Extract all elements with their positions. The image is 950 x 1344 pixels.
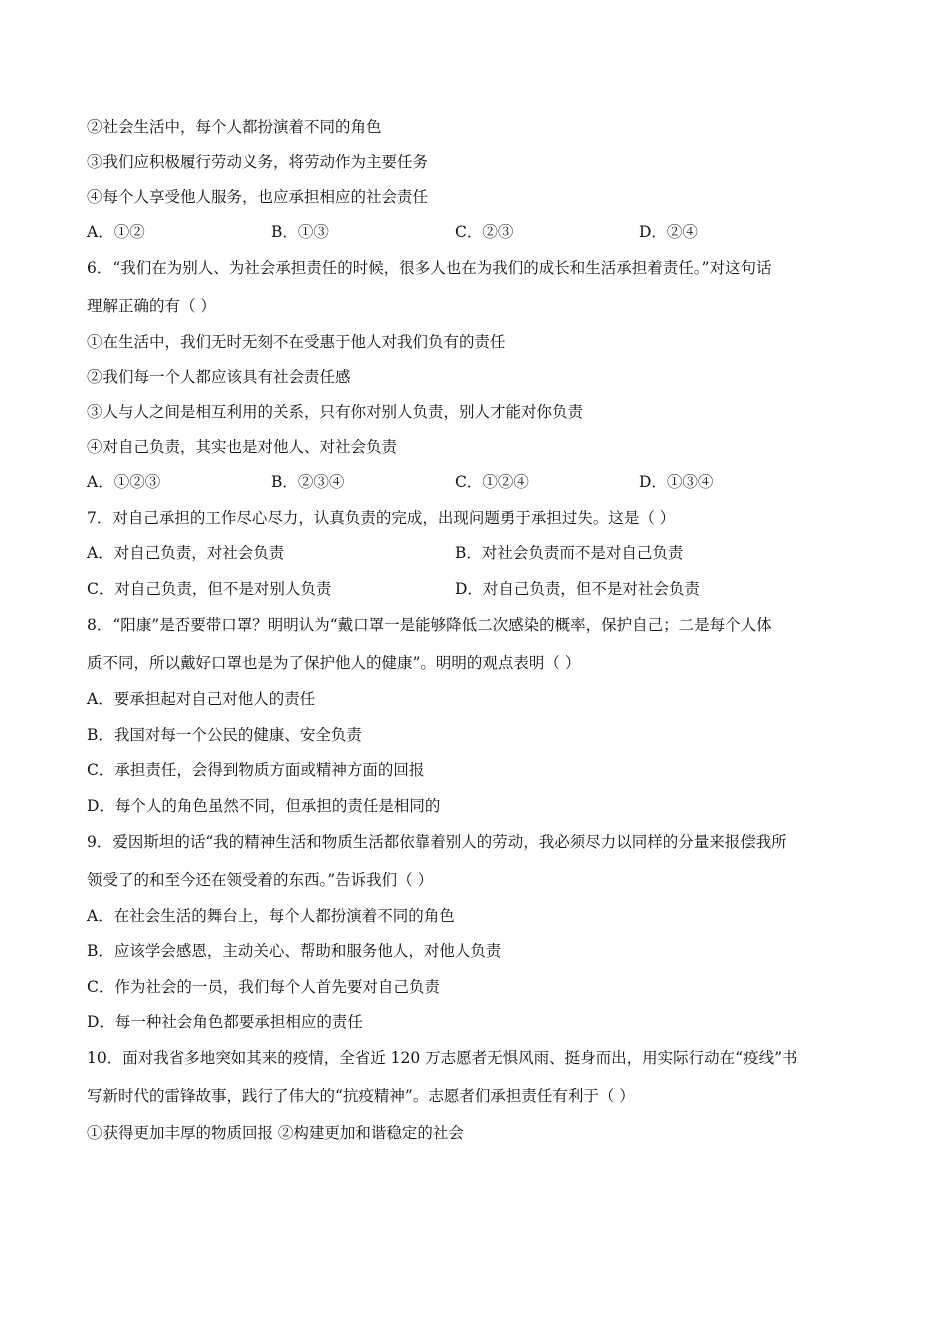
q5-option-a: A．①② (87, 223, 145, 241)
q8-option-d: D．每个人的角色虽然不同，但承担的责任是相同的 (87, 797, 441, 815)
q8-option-a: A．要承担起对自己对他人的责任 (87, 690, 316, 708)
q5-option-d: D．②④ (639, 223, 698, 241)
q5-option-c: C．②③ (455, 223, 514, 241)
q8-stem-line-2: 质不同，所以戴好口罩也是为了保护他人的健康”。明明的观点表明（ ） (87, 654, 581, 672)
q9-option-d: D．每一种社会角色都要承担相应的责任 (87, 1013, 363, 1031)
q6-option-c: C．①②④ (455, 473, 529, 491)
q10-items: ①获得更加丰厚的物质回报 ②构建更加和谐稳定的社会 (87, 1124, 464, 1142)
q6-item-4: ④对自己负责，其实也是对他人、对社会负责 (87, 438, 398, 456)
q10-stem-line-2: 写新时代的雷锋故事，践行了伟大的“抗疫精神”。志愿者们承担责任有利于（ ） (87, 1087, 635, 1105)
q5-option-b: B．①③ (271, 223, 329, 241)
q5-item-2: ②社会生活中，每个人都扮演着不同的角色 (87, 118, 382, 136)
q7-option-a: A．对自己负责，对社会负责 (87, 544, 285, 562)
q7-option-c: C．对自己负责，但不是对别人负责 (87, 580, 332, 598)
q9-option-b: B．应该学会感恩，主动关心、帮助和服务他人，对他人负责 (87, 942, 502, 960)
q6-item-1: ①在生活中，我们无时无刻不在受惠于他人对我们负有的责任 (87, 333, 506, 351)
q10-stem-line-1: 10．面对我省多地突如其来的疫情，全省近 120 万志愿者无惧风雨、挺身而出，用实际行动在“疫线”书 (87, 1049, 798, 1067)
q7-option-d: D．对自己负责，但不是对社会负责 (455, 580, 700, 598)
q9-option-c: C．作为社会的一员，我们每个人首先要对自己负责 (87, 978, 440, 996)
q8-option-c: C．承担责任，会得到物质方面或精神方面的回报 (87, 761, 425, 779)
q6-option-d: D．①③④ (639, 473, 714, 491)
q8-option-b: B．我国对每一个公民的健康、安全负责 (87, 726, 362, 744)
q7-stem: 7．对自己承担的工作尽心尽力，认真负责的完成，出现问题勇于承担过失。这是（ ） (87, 509, 676, 527)
q6-option-a: A．①②③ (87, 473, 161, 491)
q5-item-4: ④每个人享受他人服务，也应承担相应的社会责任 (87, 188, 429, 206)
q8-stem-line-1: 8．“阳康”是否要带口罩？明明认为“戴口罩一是能够降低二次感染的概率，保护自己；二是每个人体 (87, 616, 772, 634)
q9-stem-line-1: 9．爱因斯坦的话“我的精神生活和物质生活都依靠着别人的劳动，我必须尽力以同样的分量来报偿我所 (87, 833, 787, 851)
q6-option-b: B．②③④ (271, 473, 345, 491)
q9-stem-line-2: 领受了的和至今还在领受着的东西。”告诉我们（ ） (87, 871, 434, 889)
q9-option-a: A．在社会生活的舞台上，每个人都扮演着不同的角色 (87, 907, 455, 925)
q6-item-2: ②我们每一个人都应该具有社会责任感 (87, 368, 351, 386)
q6-stem-line-2: 理解正确的有（ ） (87, 297, 216, 315)
q6-item-3: ③人与人之间是相互利用的关系，只有你对别人负责，别人才能对你负责 (87, 403, 584, 421)
q5-item-3: ③我们应积极履行劳动义务，将劳动作为主要任务 (87, 153, 429, 171)
q6-stem-line-1: 6．“我们在为别人、为社会承担责任的时候，很多人也在为我们的成长和生活承担着责任。”对这句话 (87, 259, 772, 277)
q7-option-b: B．对社会负责而不是对自己负责 (455, 544, 684, 562)
